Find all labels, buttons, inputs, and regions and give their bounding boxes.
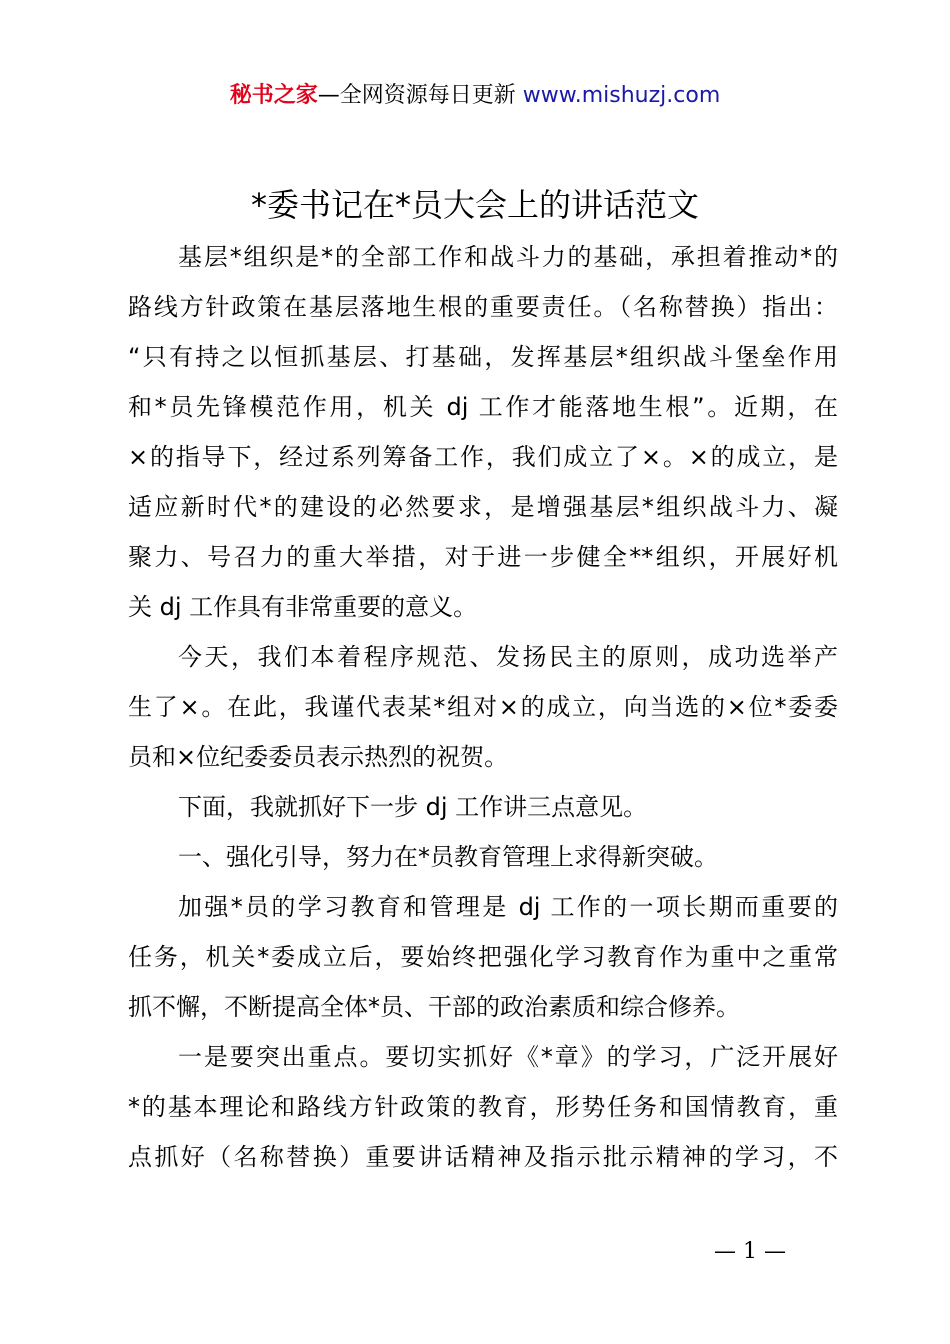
paragraph-line: 员和×位纪委委员表示热烈的祝贺。 [128, 743, 509, 771]
paragraph-line: 点抓好（名称替换）重要讲话精神及指示批示精神的学习，不 [128, 1143, 838, 1171]
page-number: — 1 — [714, 1239, 786, 1264]
section-heading: 一、强化引导，努力在*员教育管理上求得新突破。 [178, 843, 718, 871]
paragraph-line: 抓不懈，不断提高全体*员、干部的政治素质和综合修养。 [128, 993, 740, 1021]
document-title: *委书记在*员大会上的讲话范文 [250, 186, 699, 224]
paragraph-line: 下面，我就抓好下一步 dj 工作讲三点意见。 [178, 793, 648, 821]
site-header [0, 80, 950, 112]
paragraph-line: 生了×。在此，我谨代表某*组对×的成立，向当选的×位*委委 [128, 693, 838, 721]
paragraph-line: “只有持之以恒抓基层、打基础，发挥基层*组织战斗堡垒作用 [128, 343, 838, 371]
paragraph-line: 加强*员的学习教育和管理是 dj 工作的一项长期而重要的 [178, 893, 838, 921]
paragraph-line: *的基本理论和路线方针政策的教育，形势任务和国情教育，重 [128, 1093, 838, 1121]
paragraph-line: 基层*组织是*的全部工作和战斗力的基础，承担着推动*的 [178, 243, 838, 271]
header-tagline: —全网资源每日更新 [317, 83, 523, 108]
paragraph-line: 今天，我们本着程序规范、发扬民主的原则，成功选举产 [178, 643, 838, 671]
paragraph-line: 适应新时代*的建设的必然要求，是增强基层*组织战斗力、凝 [128, 493, 838, 521]
brand-name[interactable]: 秘书之家 [229, 83, 318, 108]
paragraph-line: 一是要突出重点。要切实抓好《*章》的学习，广泛开展好 [178, 1043, 838, 1071]
document-body [128, 232, 838, 1182]
paragraph-line: 和*员先锋模范作用，机关 dj 工作才能落地生根”。近期，在 [128, 393, 838, 421]
website-link[interactable]: www.mishuzj.com [522, 83, 721, 108]
paragraph-line: ×的指导下，经过系列筹备工作，我们成立了×。×的成立，是 [128, 443, 838, 471]
paragraph-line: 任务，机关*委成立后，要始终把强化学习教育作为重中之重常 [128, 943, 838, 971]
paragraph-line: 关 dj 工作具有非常重要的意义。 [128, 593, 478, 621]
paragraph-line: 聚力、号召力的重大举措，对于进一步健全**组织，开展好机 [128, 543, 838, 571]
paragraph-line: 路线方针政策在基层落地生根的重要责任。（名称替换）指出： [128, 293, 838, 321]
